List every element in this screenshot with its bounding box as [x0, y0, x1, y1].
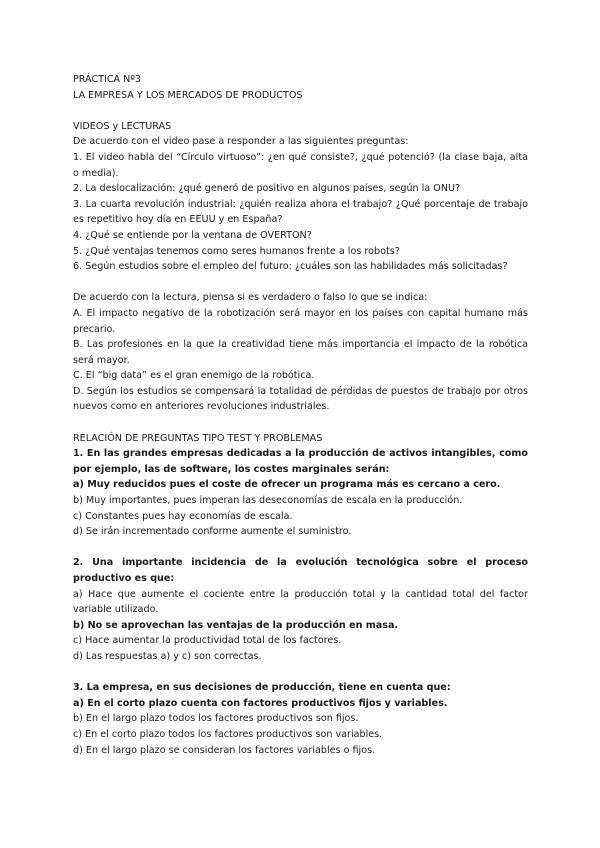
reading-intro: De acuerdo con la lectura, piensa si es verdadero o falso lo que se indica:: [73, 292, 428, 304]
video-question-1: 1. El video habla del “Círculo virtuoso”: ¿en qué consiste?, ¿qué potenció? (la clase baja, alta o media).: [73, 151, 528, 179]
test-q3-option-c: c) En el corto plazo todos los factores productivos son variables.: [73, 728, 383, 740]
reading-item-b: B. Las profesiones en la que la creatividad tiene más importancia el impacto de la robótica será mayor.: [73, 339, 528, 366]
reading-item-d: D. Según los estudios se compensará la totalidad de pérdidas de puestos de trabajo por otros nuevos como en anteriores revoluciones industriales.: [73, 385, 528, 413]
test-q1-option-b: b) Muy importantes, pues imperan las deseconomías de escala en la producción.: [73, 495, 463, 507]
test-q2-question: 2. Una importante incidencia de la evolución tecnológica sobre el proceso productivo es que:: [73, 557, 528, 584]
test-q2-option-a: a) Hace que aumente el cociente entre la producción total y la cantidad total del factor variable utilizado.: [73, 588, 528, 616]
reading-item-a: A. El impacto negativo de la robotización será mayor en los países con capital humano más precario.: [73, 307, 528, 335]
video-question-6: 6. Según estudios sobre el empleo del futuro: ¿cuáles son las habilidades más solicitadas?: [73, 261, 508, 273]
test-q3-option-b: b) En el largo plazo todos los factores productivos son fijos.: [73, 713, 359, 725]
test-q2-option-b: b) No se aprovechan las ventajas de la producción en masa.: [73, 619, 399, 631]
video-question-4: 4. ¿Qué se entiende por la ventana de OVERTON?: [73, 229, 312, 241]
videos-heading: VIDEOS y LECTURAS: [73, 120, 172, 132]
test-q1-option-d: d) Se irán incrementado conforme aumente el suministro.: [73, 526, 352, 538]
video-question-2: 2. La deslocalización: ¿qué generó de positivo en algunos países, según la ONU?: [73, 183, 461, 195]
test-q1-option-a: a) Muy reducidos pues el coste de ofrecer un programa más es cercano a cero.: [73, 479, 501, 491]
video-question-5: 5. ¿Qué ventajas tenemos como seres humanos frente a los robots?: [73, 245, 400, 257]
test-q1-question: 1. En las grandes empresas dedicadas a la producción de activos intangibles, como por ejemplo, las de software, los costes marginales serán:: [73, 448, 528, 475]
test-q2-option-c: c) Hace aumentar la productividad total de los factores.: [73, 635, 342, 647]
test-q2-option-d: d) Las respuestas a) y c) son correctas.: [73, 650, 262, 662]
test-q3-question: 3. La empresa, en sus decisiones de producción, tiene en cuenta que:: [73, 682, 451, 694]
practice-subtitle: LA EMPRESA Y LOS MERCADOS DE PRODUCTOS: [73, 89, 303, 101]
video-question-3: 3. La cuarta revolución industrial: ¿quién realiza ahora el trabajo? ¿Qué porcentaje de trabajo es repetitivo hoy día en EEUU y en España?: [73, 198, 528, 226]
test-q3-option-d: d) En el largo plazo se consideran los factores variables o fijos.: [73, 744, 376, 756]
test-q3-option-a: a) En el corto plazo cuenta con factores productivos fijos y variables.: [73, 697, 448, 709]
test-heading: RELACIÓN DE PREGUNTAS TIPO TEST Y PROBLEMAS: [73, 432, 323, 444]
reading-item-c: C. El “big data” es el gran enemigo de la robótica.: [73, 370, 315, 382]
practice-title: PRÁCTICA Nº3: [73, 74, 141, 85]
test-q1-option-c: c) Constantes pues hay economías de escala.: [73, 510, 293, 522]
videos-intro: De acuerdo con el video pase a responder a las siguientes preguntas:: [73, 136, 409, 148]
